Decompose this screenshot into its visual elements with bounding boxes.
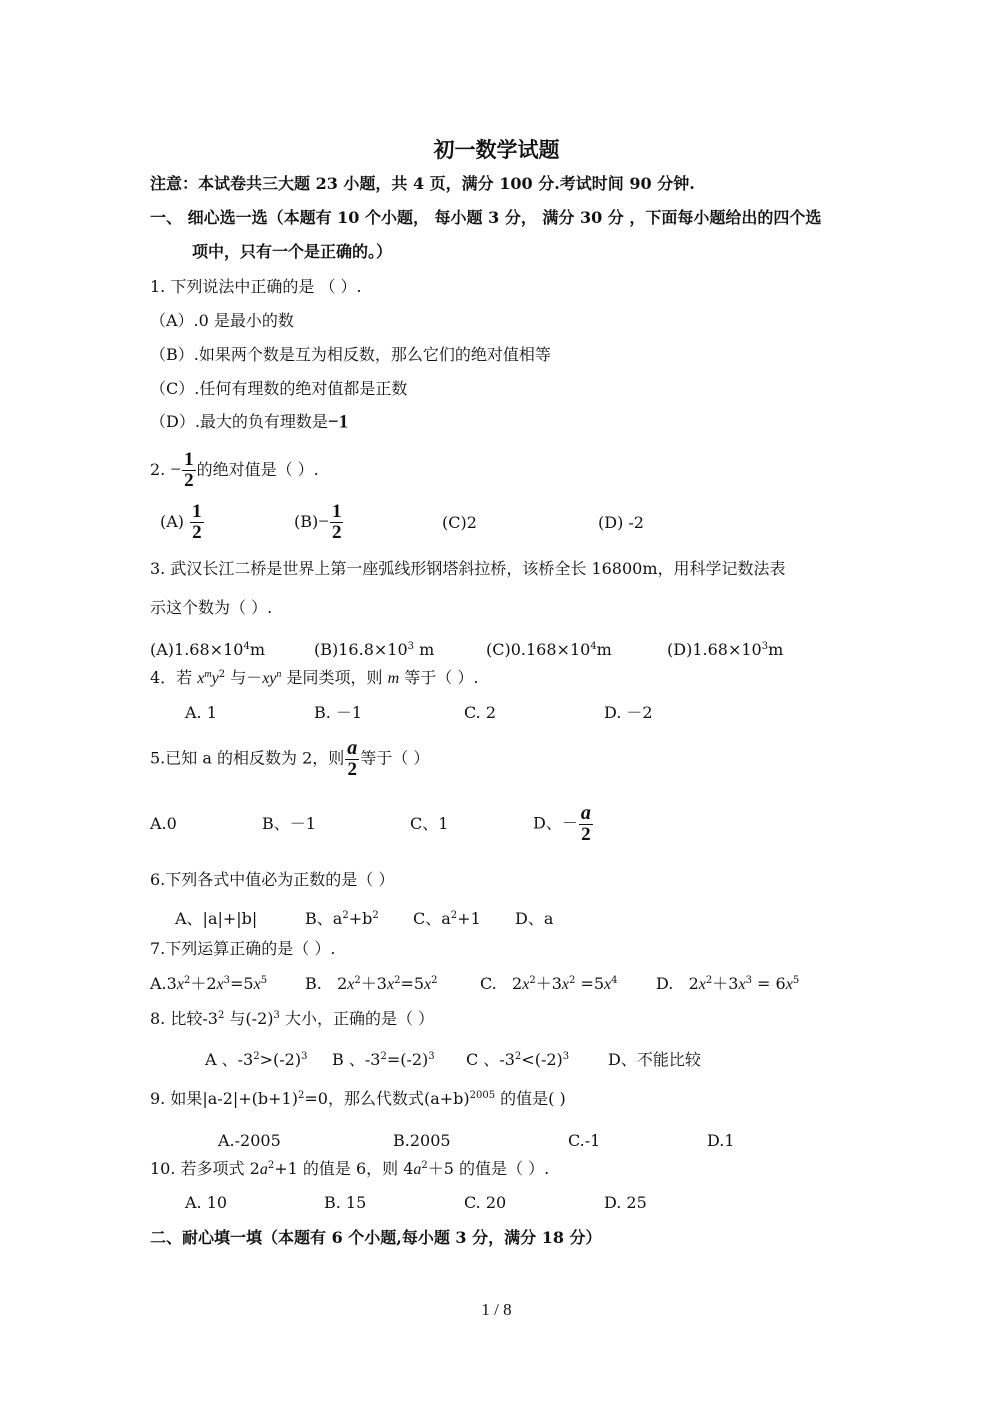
q7-option-d: D. $2x^2+3x^3 = 6x^5$ <box>656 974 800 993</box>
q7-stem: 7.下列运算正确的是（ ）. <box>150 939 336 958</box>
q8-stem-pre: 8. 比较-3 <box>150 1009 218 1028</box>
page-number: 1 / 8 <box>481 1300 512 1319</box>
q3-option-d <box>667 640 783 660</box>
exam-notice: 注意：本试卷共三大题 23 小题，共 4 页，满分 100 分.考试时间 90 分钟. <box>150 174 695 193</box>
q5-option-d-prefix: D、－ <box>533 813 578 833</box>
q2-number: 2. <box>150 460 166 479</box>
q2-option-a-label: (A) <box>160 512 185 531</box>
q3-option-c-base: (C)0.168×10 <box>486 640 591 659</box>
q8-exp1: 2 <box>217 1010 225 1021</box>
q2-stem-text: 的绝对值是（ ）. <box>196 460 319 479</box>
q8-option-c-mid: <(-2) <box>521 1050 563 1069</box>
q4-m-var: m <box>387 670 400 687</box>
q10-option-d: D. 25 <box>604 1193 647 1212</box>
q3-option-d-exp: 3 <box>761 641 769 652</box>
q2-option-b-numerator: 1 <box>331 501 342 522</box>
q3-stem-line2: 示这个数为（ ）. <box>150 598 273 617</box>
q9-exp: 2 <box>297 1090 305 1101</box>
q9-option-b: B.2005 <box>393 1131 451 1150</box>
q10-stem <box>150 1159 549 1180</box>
q3-stem-line1: 3. 武汉长江二桥是世界上第一座弧线形钢塔斜拉桥，该桥全长 16800m，用科学记数法表 <box>150 559 786 578</box>
q6-option-b-mid: +b <box>348 909 373 928</box>
q6-stem: 6.下列各式中值必为正数的是（ ） <box>150 870 395 889</box>
q4-exp-m: m <box>204 669 212 680</box>
q5-stem-post: 等于（ ） <box>360 748 430 768</box>
q6-option-c-end: +1 <box>457 909 481 928</box>
q10-stem-post: ＋5 的值是（ ）. <box>427 1159 550 1178</box>
q1-stem: 1. 下列说法中正确的是 （ ）. <box>150 277 362 296</box>
q6-option-c-exp: 2 <box>450 910 458 921</box>
q8-exp2: 3 <box>273 1010 280 1021</box>
q9-stem <box>150 1089 566 1109</box>
q5-stem <box>150 738 429 780</box>
q7-option-d-label: D. <box>656 974 674 993</box>
q3-option-b <box>314 640 434 660</box>
q3-option-c <box>486 640 612 660</box>
q8-option-b-exp1: 2 <box>380 1051 387 1062</box>
q3-option-a <box>150 640 265 660</box>
page-title: 初一数学试题 <box>433 137 560 162</box>
q8-option-c-exp2: 3 <box>562 1051 570 1062</box>
section2-heading: 二、耐心填一填（本题有 6 个小题,每小题 3 分，满分 18 分） <box>150 1228 602 1247</box>
q4-xy: xy <box>262 670 277 687</box>
q7-option-c: C. $2x^2+3x^2 =5x^4$ <box>480 974 618 993</box>
q2-option-c: (C)2 <box>442 513 477 532</box>
q3-option-b-base: (B)16.8×10 <box>314 640 408 659</box>
q7-option-a-label: A.3 <box>150 974 177 993</box>
q2-option-a-denominator: 2 <box>192 522 202 543</box>
q5-option-a: A.0 <box>150 814 177 833</box>
q4-end-text: 等于（ ）. <box>399 668 479 687</box>
q9-option-d: D.1 <box>707 1131 735 1150</box>
q10-option-a: A. 10 <box>185 1193 228 1212</box>
q8-option-d: D、不能比较 <box>608 1050 701 1069</box>
q8-option-c-exp1: 2 <box>514 1051 522 1062</box>
q2-fraction <box>182 450 196 491</box>
q2-option-b-fraction <box>330 502 344 543</box>
q10-option-c: C. 20 <box>464 1193 507 1212</box>
q2-fraction-denominator: 2 <box>184 470 194 491</box>
q9-option-a: A.-2005 <box>218 1131 281 1150</box>
q5-option-d-numerator: a <box>580 802 591 824</box>
q4-number: 4．若 <box>150 668 198 687</box>
q7-option-b: B. $2x^2+3x^2=5x^2$ <box>305 974 438 993</box>
q8-stem-post: 大小，正确的是（ ） <box>279 1009 435 1028</box>
q4-option-d: D. －2 <box>604 703 653 722</box>
q2-option-b <box>294 502 344 543</box>
q10-exp2: 2 <box>421 1160 428 1171</box>
section1-heading-line2: 项中，只有一个是正确的。） <box>192 242 393 261</box>
q4-exp-2: 2 <box>218 669 226 680</box>
q4-stem <box>150 668 478 689</box>
q4-mid-text2: 是同类项，则 <box>281 668 388 687</box>
q4-option-c: C. 2 <box>464 703 497 722</box>
q3-option-b-unit: m <box>414 640 435 659</box>
q8-option-c-text: C 、-3 <box>466 1050 515 1069</box>
q2-option-d: (D) -2 <box>598 513 644 532</box>
q10-a-var2: a <box>413 1161 422 1178</box>
q2-option-b-minus: − <box>318 511 329 533</box>
q2-fraction-numerator: 1 <box>184 449 194 470</box>
q9-exp2: 2005 <box>469 1090 496 1101</box>
q8-option-a-exp2: 3 <box>301 1051 308 1062</box>
q5-option-b: B、－1 <box>262 814 316 833</box>
q2-option-a <box>160 502 205 543</box>
q8-stem-mid: 与(-2) <box>224 1009 274 1028</box>
q6-option-b-exp1: 2 <box>342 910 349 921</box>
q3-option-c-exp: 4 <box>590 641 597 652</box>
q7-option-b-label: B. <box>305 974 322 993</box>
q8-option-c <box>466 1050 569 1070</box>
q1-option-d-value: −1 <box>327 411 349 433</box>
q6-option-c-text: C、a <box>413 909 451 928</box>
q2-option-a-fraction <box>190 502 204 543</box>
q6-option-b-exp2: 2 <box>372 910 379 921</box>
q6-option-a: A、|a|+|b| <box>175 909 258 928</box>
q8-option-b-exp2: 3 <box>428 1051 435 1062</box>
q5-fraction-numerator: a <box>347 737 358 759</box>
q2-option-b-label: (B) <box>294 512 319 531</box>
q3-option-a-exp: 4 <box>243 641 250 652</box>
q4-x: x <box>197 670 205 687</box>
q3-option-a-base: (A)1.68×10 <box>150 640 244 659</box>
q6-option-b <box>305 909 379 929</box>
q3-option-d-base: (D)1.68×10 <box>667 640 762 659</box>
q5-option-d-denominator: 2 <box>581 824 591 845</box>
q5-option-d-fraction <box>579 803 593 845</box>
q10-a-var: a <box>259 1161 268 1178</box>
q3-option-c-unit: m <box>596 640 612 659</box>
q8-option-a-exp1: 2 <box>253 1051 260 1062</box>
q8-stem <box>150 1009 434 1029</box>
q3-option-b-exp: 3 <box>407 641 415 652</box>
q4-option-b: B. －1 <box>314 703 363 722</box>
q1-option-d-text: （D）.最大的负有理数是 <box>150 412 328 431</box>
q7-option-c-label: C. <box>480 974 497 993</box>
q6-option-d: D、a <box>515 909 554 928</box>
q5-stem-pre: 5.已知 a 的相反数为 2，则 <box>150 748 345 768</box>
q5-fraction-denominator: 2 <box>347 759 357 780</box>
q4-y: y <box>211 670 219 687</box>
q8-option-a-text: A 、-3 <box>205 1050 254 1069</box>
q8-option-b-text: B 、-3 <box>332 1050 381 1069</box>
q5-option-d <box>533 803 594 845</box>
q8-option-b-mid: =(-2) <box>386 1050 429 1069</box>
q5-option-c: C、1 <box>410 814 449 833</box>
q2-option-a-numerator: 1 <box>192 501 202 522</box>
q7-option-a: $A.3x^2+2x^3=5x^5$ <box>150 974 268 993</box>
q10-option-b: B. 15 <box>324 1193 367 1212</box>
q2-stem <box>150 450 319 491</box>
q1-option-b: （B）.如果两个数是互为相反数，那么它们的绝对值相等 <box>150 345 551 364</box>
q3-option-a-unit: m <box>249 640 265 659</box>
q10-exp: 2 <box>267 1160 275 1171</box>
q8-option-b <box>332 1050 435 1070</box>
q8-option-a-mid: >(-2) <box>259 1050 302 1069</box>
q4-exp-n: n <box>276 669 282 680</box>
q4-mid-text: 与－ <box>225 668 263 687</box>
q9-stem-post: 的值是( ) <box>495 1089 566 1108</box>
q10-stem-pre: 10. 若多项式 2 <box>150 1159 260 1178</box>
q9-option-c: C.-1 <box>568 1131 601 1150</box>
q6-option-c <box>413 909 481 929</box>
q8-option-a <box>205 1050 307 1070</box>
q2-option-b-denominator: 2 <box>331 522 342 543</box>
section1-heading-line1: 一、 细心选一选（本题有 10 个小题， 每小题 3 分， 满分 30 分 ，下面每小题给出的四个选 <box>150 208 822 227</box>
q6-option-b-text: B、a <box>305 909 343 928</box>
q1-option-c: （C）.任何有理数的绝对值都是正数 <box>150 379 408 398</box>
q10-stem-mid: +1 的值是 6，则 4 <box>274 1159 414 1178</box>
q4-option-a: A. 1 <box>185 703 217 722</box>
q3-option-d-unit: m <box>768 640 784 659</box>
q1-option-d <box>150 412 348 433</box>
q9-stem-pre: 9. 如果|a-2|+(b+1) <box>150 1089 298 1108</box>
q2-minus: − <box>170 459 182 481</box>
q5-fraction <box>345 738 359 780</box>
q1-option-a: （A）.0 是最小的数 <box>150 311 294 330</box>
q9-stem-mid: =0，那么代数式(a+b) <box>304 1089 470 1108</box>
